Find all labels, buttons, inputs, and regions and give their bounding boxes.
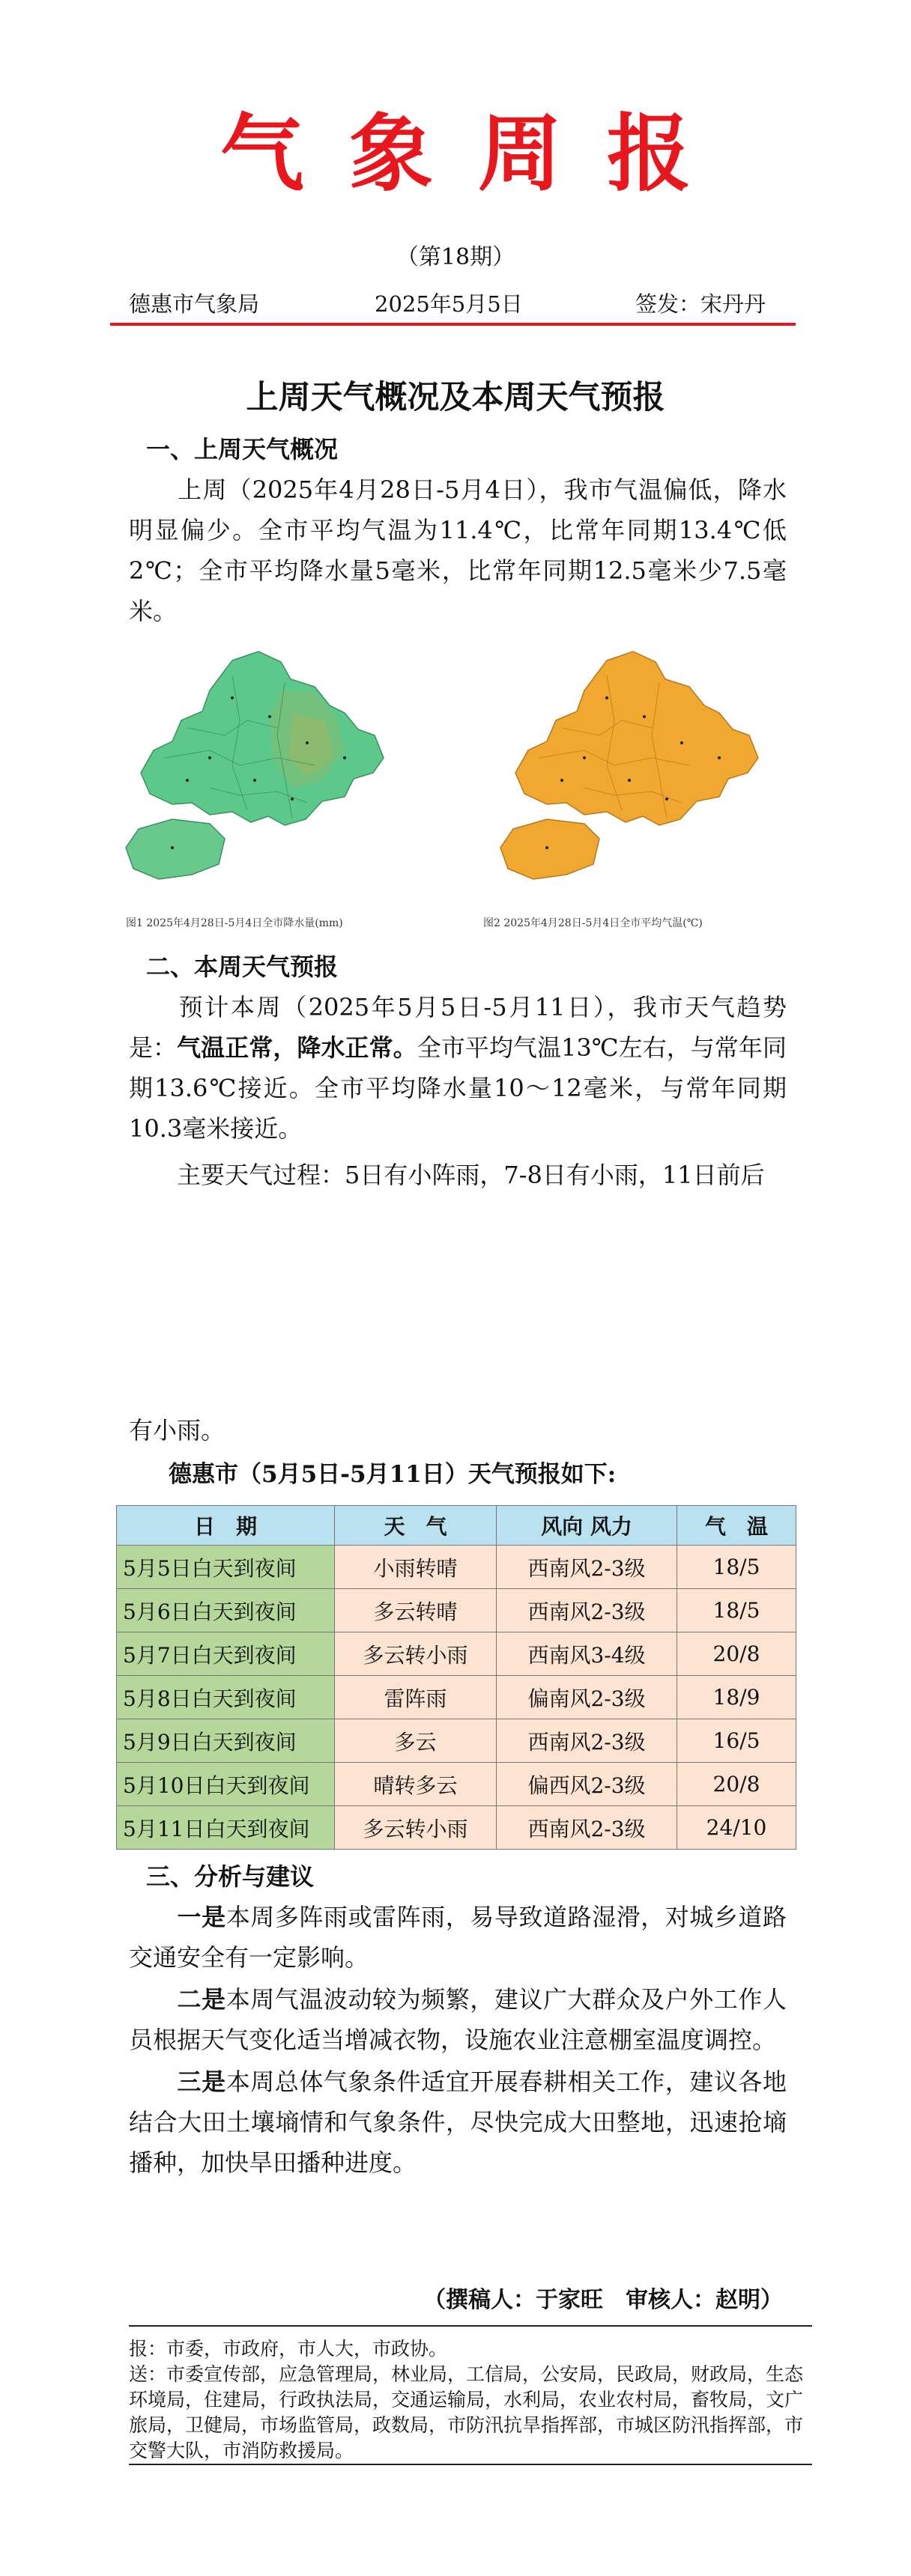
- precip-map: [120, 645, 397, 893]
- forecast-table: [116, 1505, 796, 1850]
- col-weather-header: 天 气: [335, 1506, 497, 1546]
- forecast-table-title: 德惠市（5月5日-5月11日）天气预报如下:: [169, 1461, 617, 1488]
- cell-temp: 18/5: [677, 1589, 796, 1632]
- distribution-top-rule: [129, 2325, 812, 2327]
- section2-heading: 二、本周天气预报: [146, 953, 339, 981]
- cell-date: 5月11日白天到夜间: [117, 1806, 335, 1850]
- cell-date: 5月10日白天到夜间: [117, 1763, 335, 1806]
- cell-weather: 雷阵雨: [335, 1676, 497, 1719]
- temperature-map-caption: 图2 2025年4月28日-5月4日全市平均气温(℃): [483, 917, 703, 929]
- temperature-map: [494, 645, 772, 893]
- section3-heading: 三、分析与建议: [146, 1862, 315, 1891]
- advice-lead: 三是: [177, 2068, 226, 2096]
- cell-date: 5月8日白天到夜间: [117, 1676, 335, 1719]
- advice-item-1: [129, 1897, 787, 1978]
- distribution-list: [129, 2336, 812, 2464]
- section2-suffix: 全市平均气温13℃左右，与常年同期13.6℃接近。全市平均降水量10～12毫米，与常年同期10.3毫米接近。: [129, 1033, 787, 1143]
- cell-temp: 18/9: [677, 1676, 796, 1719]
- table-row: [117, 1806, 796, 1850]
- issue-date: 2025年5月5日: [375, 291, 523, 317]
- section1-text: [129, 470, 787, 631]
- author-signature: （撰稿人：于家旺 审核人：赵明）: [423, 2287, 783, 2313]
- cell-weather: 多云转小雨: [335, 1632, 497, 1676]
- table-row: [117, 1719, 796, 1763]
- page-headline: 上周天气概况及本周天气预报: [246, 379, 665, 416]
- section1-body: 上周（2025年4月28日-5月4日），我市气温偏低，降水明显偏少。全市平均气温为11.4℃，比常年同期13.4℃低2℃；全市平均降水量5毫米，比常年同期12.5毫米少7.5毫米。: [129, 476, 787, 625]
- cell-date: 5月7日白天到夜间: [117, 1632, 335, 1676]
- advice-item-3: [129, 2062, 787, 2183]
- cell-temp: 24/10: [677, 1806, 796, 1850]
- advice-item-2: [129, 1979, 787, 2060]
- cell-temp: 18/5: [677, 1546, 796, 1589]
- red-divider: [110, 323, 796, 326]
- cell-temp: 20/8: [677, 1763, 796, 1806]
- col-wind-header: 风向 风力: [497, 1506, 677, 1546]
- advice-lead: 二是: [177, 1985, 226, 2014]
- table-row: [117, 1763, 796, 1806]
- cell-weather: 小雨转晴: [335, 1546, 497, 1589]
- table-row: [117, 1546, 796, 1589]
- section2-trend: 气温正常，降水正常。: [177, 1033, 417, 1062]
- advice-text: 本周多阵雨或雷阵雨，易导致道路湿滑，对城乡道路交通安全有一定影响。: [129, 1903, 787, 1972]
- table-row: [117, 1632, 796, 1676]
- cell-weather: 多云: [335, 1719, 497, 1763]
- distribution-bottom-rule: [129, 2464, 812, 2465]
- cell-wind: 西南风2-3级: [497, 1589, 677, 1632]
- advice-lead: 一是: [177, 1903, 226, 1931]
- forecast-table-header: [117, 1506, 796, 1546]
- section2-prefix: 预计本周（2025年5月5日-5月11日），我市天气趋势是：: [129, 993, 787, 1062]
- cell-date: 5月9日白天到夜间: [117, 1719, 335, 1763]
- weather-process-line1: [129, 1155, 787, 1195]
- cell-date: 5月5日白天到夜间: [117, 1546, 335, 1589]
- report-to: 报：市委，市政府，市人大，市政协。: [129, 2338, 448, 2360]
- send-to: 送：市委宣传部，应急管理局，林业局，工信局，公安局，民政局，财政局，生态环境局，住建局，行政执法局，交通运输局，水利局，农业农村局，畜牧局，文广旅局，卫健局，市场监管局，政数局，市防汛抗旱指挥部，市城区防汛指挥部，市交警大队，市消防救援局。: [129, 2363, 804, 2461]
- cell-wind: 西南风2-3级: [497, 1806, 677, 1850]
- cell-date: 5月6日白天到夜间: [117, 1589, 335, 1632]
- cell-temp: 16/5: [677, 1719, 796, 1763]
- weather-process-line2: 有小雨。: [129, 1416, 226, 1445]
- cell-wind: 偏南风2-3级: [497, 1676, 677, 1719]
- precip-map-caption: 图1 2025年4月28日-5月4日全市降水量(mm): [126, 917, 343, 929]
- cell-temp: 20/8: [677, 1632, 796, 1676]
- advice-text: 本周气温波动较为频繁，建议广大群众及户外工作人员根据天气变化适当增减衣物，设施农业注意棚室温度调控。: [129, 1985, 787, 2054]
- section1-heading: 一、上周天气概况: [146, 435, 339, 464]
- cell-weather: 多云转晴: [335, 1589, 497, 1632]
- table-row: [117, 1589, 796, 1632]
- advice-text: 本周总体气象条件适宜开展春耕相关工作，建议各地结合大田土壤墒情和气象条件，尽快完成大田整地，迅速抢墒播种，加快旱田播种进度。: [129, 2068, 787, 2177]
- issue-number: （第18期）: [396, 244, 515, 270]
- col-date-header: 日 期: [117, 1506, 335, 1546]
- cell-weather: 晴转多云: [335, 1763, 497, 1806]
- cell-wind: 西南风3-4级: [497, 1632, 677, 1676]
- col-temp-header: 气 温: [677, 1506, 796, 1546]
- cell-wind: 西南风2-3级: [497, 1546, 677, 1589]
- section2-text: [129, 987, 787, 1149]
- weather-process-text: 主要天气过程：5日有小阵雨，7-8日有小雨，11日前后: [177, 1161, 765, 1189]
- cell-wind: 偏西风2-3级: [497, 1763, 677, 1806]
- table-row: [117, 1676, 796, 1719]
- cell-wind: 西南风2-3级: [497, 1719, 677, 1763]
- report-title: 气象周报: [220, 105, 736, 203]
- bureau-name: 德惠市气象局: [129, 291, 260, 317]
- signer: 签发：宋丹丹: [635, 291, 766, 317]
- cell-weather: 多云转小雨: [335, 1806, 497, 1850]
